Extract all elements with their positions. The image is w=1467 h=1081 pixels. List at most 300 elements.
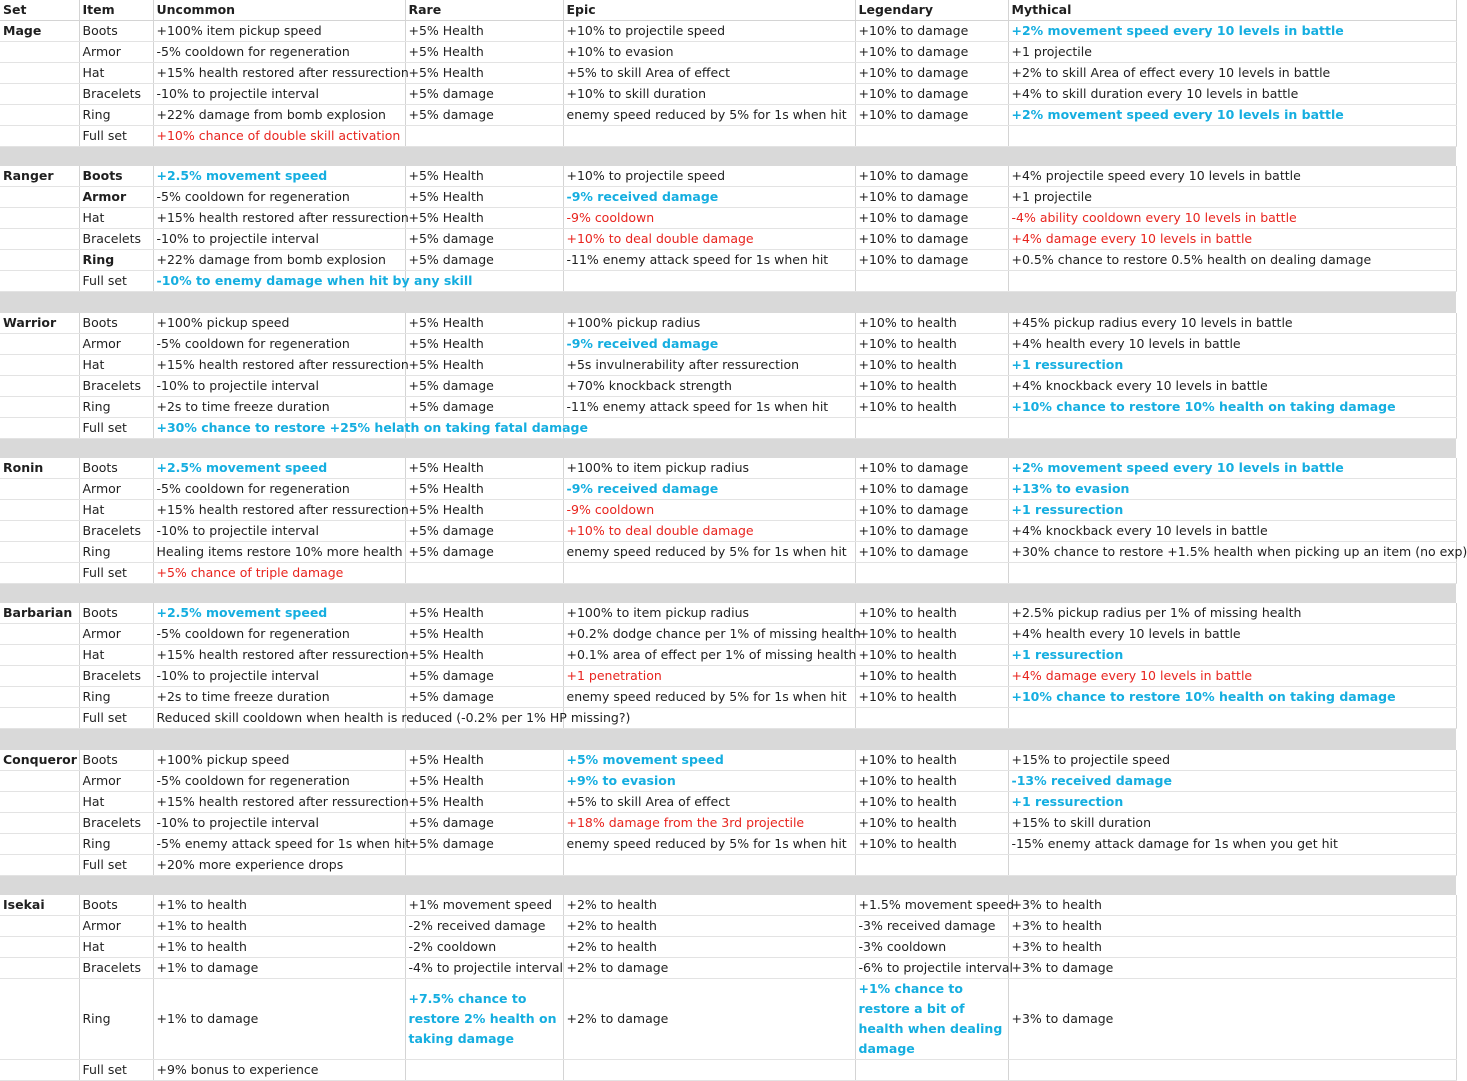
epic-cell: enemy speed reduced by 5% for 1s when hit xyxy=(563,542,855,563)
set-name-cell: Mage xyxy=(0,21,79,42)
item-cell: Bracelets xyxy=(79,666,153,687)
item-cell: Ring xyxy=(79,542,153,563)
mythical-cell: +4% damage every 10 levels in battle xyxy=(1008,666,1456,687)
epic-cell: +2% to health xyxy=(563,916,855,937)
mythical-cell xyxy=(1008,126,1456,147)
table-row xyxy=(0,708,1456,729)
divider-cell xyxy=(0,147,79,167)
item-cell: Ring xyxy=(79,834,153,855)
set-name-cell xyxy=(0,187,79,208)
item-cell: Hat xyxy=(79,355,153,376)
epic-cell: +10% to evasion xyxy=(563,42,855,63)
rare-cell: +5% Health xyxy=(405,750,563,771)
item-cell: Hat xyxy=(79,500,153,521)
legendary-cell xyxy=(855,708,1008,729)
table-row xyxy=(0,500,1456,521)
legendary-cell: +10% to health xyxy=(855,603,1008,624)
mythical-cell xyxy=(1008,563,1456,584)
epic-cell: +0.1% area of effect per 1% of missing health xyxy=(563,645,855,666)
legendary-cell: -6% to projectile interval xyxy=(855,958,1008,979)
set-name-cell xyxy=(0,666,79,687)
table-row xyxy=(0,624,1456,645)
set-name-cell xyxy=(0,63,79,84)
table-row xyxy=(0,313,1456,334)
item-cell: Boots xyxy=(79,21,153,42)
header-row xyxy=(0,0,1456,21)
legendary-cell: +10% to health xyxy=(855,771,1008,792)
legendary-cell: +10% to health xyxy=(855,334,1008,355)
divider-cell xyxy=(79,147,153,167)
uncommon-cell: +100% pickup speed xyxy=(153,313,405,334)
legendary-cell xyxy=(855,1060,1008,1081)
divider-cell xyxy=(153,584,405,604)
uncommon-cell: -5% enemy attack speed for 1s when hit xyxy=(153,834,405,855)
table-row xyxy=(0,1060,1456,1081)
set-name-cell xyxy=(0,1060,79,1081)
epic-cell: +10% to deal double damage xyxy=(563,229,855,250)
legendary-cell: +10% to damage xyxy=(855,42,1008,63)
uncommon-cell: +15% health restored after ressurection xyxy=(153,792,405,813)
mythical-cell: +4% projectile speed every 10 levels in battle xyxy=(1008,166,1456,187)
header-uncommon: Uncommon xyxy=(153,0,405,21)
set-name-cell xyxy=(0,250,79,271)
epic-cell: -11% enemy attack speed for 1s when hit xyxy=(563,250,855,271)
header-set: Set xyxy=(0,0,79,21)
uncommon-cell: -5% cooldown for regeneration xyxy=(153,187,405,208)
set-name-cell xyxy=(0,771,79,792)
item-cell: Ring xyxy=(79,250,153,271)
set-name-cell xyxy=(0,979,79,1060)
divider-cell xyxy=(1008,147,1456,167)
rare-cell: +7.5% chance to restore 2% health on taking damage xyxy=(405,979,563,1060)
epic-cell: +70% knockback strength xyxy=(563,376,855,397)
uncommon-cell: +1% to damage xyxy=(153,958,405,979)
uncommon-cell: +100% item pickup speed xyxy=(153,21,405,42)
mythical-cell: +2% movement speed every 10 levels in battle xyxy=(1008,458,1456,479)
item-cell: Hat xyxy=(79,937,153,958)
mythical-cell: -13% received damage xyxy=(1008,771,1456,792)
mythical-cell xyxy=(1008,418,1456,439)
epic-cell: +2% to health xyxy=(563,895,855,916)
epic-cell: enemy speed reduced by 5% for 1s when hit xyxy=(563,834,855,855)
table-row xyxy=(0,542,1456,563)
divider-cell xyxy=(153,147,405,167)
mythical-cell: +4% health every 10 levels in battle xyxy=(1008,334,1456,355)
set-divider xyxy=(0,876,1456,896)
legendary-cell xyxy=(855,271,1008,292)
legendary-cell: +10% to health xyxy=(855,666,1008,687)
table-row xyxy=(0,458,1456,479)
set-name-cell xyxy=(0,792,79,813)
mythical-cell: -4% ability cooldown every 10 levels in battle xyxy=(1008,208,1456,229)
uncommon-cell: +2.5% movement speed xyxy=(153,603,405,624)
item-cell: Full set xyxy=(79,708,153,729)
mythical-cell: +4% health every 10 levels in battle xyxy=(1008,624,1456,645)
item-cell: Boots xyxy=(79,895,153,916)
rare-cell: +5% damage xyxy=(405,84,563,105)
table-row xyxy=(0,792,1456,813)
legendary-cell: +10% to damage xyxy=(855,250,1008,271)
set-name-cell xyxy=(0,542,79,563)
item-cell: Hat xyxy=(79,208,153,229)
mythical-cell: -15% enemy attack damage for 1s when you get hit xyxy=(1008,834,1456,855)
item-cell: Ring xyxy=(79,105,153,126)
mythical-cell: +3% to health xyxy=(1008,937,1456,958)
legendary-cell: +10% to damage xyxy=(855,208,1008,229)
mythical-cell: +13% to evasion xyxy=(1008,479,1456,500)
uncommon-cell: -5% cooldown for regeneration xyxy=(153,334,405,355)
mythical-cell: +1 ressurection xyxy=(1008,355,1456,376)
table-row xyxy=(0,21,1456,42)
uncommon-cell: -5% cooldown for regeneration xyxy=(153,624,405,645)
rare-cell: +5% Health xyxy=(405,63,563,84)
legendary-cell: +10% to health xyxy=(855,624,1008,645)
legendary-cell: +10% to damage xyxy=(855,500,1008,521)
item-cell: Boots xyxy=(79,603,153,624)
item-cell: Armor xyxy=(79,916,153,937)
divider-cell xyxy=(855,292,1008,314)
uncommon-cell: -10% to projectile interval xyxy=(153,376,405,397)
epic-cell: +100% to item pickup radius xyxy=(563,458,855,479)
set-name-cell xyxy=(0,855,79,876)
rare-cell xyxy=(405,1060,563,1081)
set-name-cell: Barbarian xyxy=(0,603,79,624)
rare-cell: +5% Health xyxy=(405,208,563,229)
epic-cell xyxy=(563,126,855,147)
set-name-cell: Warrior xyxy=(0,313,79,334)
header-epic: Epic xyxy=(563,0,855,21)
uncommon-cell: +15% health restored after ressurection xyxy=(153,63,405,84)
legendary-cell xyxy=(855,855,1008,876)
item-cell: Hat xyxy=(79,645,153,666)
set-name-cell xyxy=(0,208,79,229)
uncommon-cell: +1% to health xyxy=(153,916,405,937)
rare-cell: +5% Health xyxy=(405,334,563,355)
legendary-cell: -3% received damage xyxy=(855,916,1008,937)
epic-cell: +2% to damage xyxy=(563,958,855,979)
epic-cell: +5s invulnerability after ressurection xyxy=(563,355,855,376)
uncommon-cell: +2s to time freeze duration xyxy=(153,687,405,708)
table-row xyxy=(0,355,1456,376)
legendary-cell xyxy=(855,126,1008,147)
mythical-cell xyxy=(1008,1060,1456,1081)
mythical-cell: +4% to skill duration every 10 levels in battle xyxy=(1008,84,1456,105)
set-name-cell xyxy=(0,397,79,418)
mythical-cell: +2% movement speed every 10 levels in battle xyxy=(1008,21,1456,42)
legendary-cell: +10% to damage xyxy=(855,458,1008,479)
uncommon-cell: +22% damage from bomb explosion xyxy=(153,250,405,271)
mythical-cell: +1 ressurection xyxy=(1008,792,1456,813)
set-name-cell xyxy=(0,624,79,645)
epic-cell: +1 penetration xyxy=(563,666,855,687)
rare-cell: +5% Health xyxy=(405,624,563,645)
mythical-cell: +4% damage every 10 levels in battle xyxy=(1008,229,1456,250)
table-row xyxy=(0,63,1456,84)
mythical-cell xyxy=(1008,708,1456,729)
table-row xyxy=(0,958,1456,979)
divider-cell xyxy=(0,729,79,751)
rare-cell xyxy=(405,563,563,584)
set-name-cell xyxy=(0,418,79,439)
rare-cell xyxy=(405,126,563,147)
table-row xyxy=(0,418,1456,439)
set-name-cell: Ronin xyxy=(0,458,79,479)
table-row xyxy=(0,834,1456,855)
divider-cell xyxy=(1008,584,1456,604)
divider-cell xyxy=(563,729,855,751)
table-row xyxy=(0,126,1456,147)
set-name-cell xyxy=(0,84,79,105)
legendary-cell: +10% to damage xyxy=(855,187,1008,208)
table-row xyxy=(0,334,1456,355)
epic-cell: +5% to skill Area of effect xyxy=(563,63,855,84)
set-name-cell xyxy=(0,229,79,250)
divider-cell xyxy=(79,439,153,459)
legendary-cell: +10% to damage xyxy=(855,63,1008,84)
divider-cell xyxy=(79,729,153,751)
mythical-cell xyxy=(1008,855,1456,876)
set-name-cell xyxy=(0,958,79,979)
uncommon-cell: +30% chance to restore +25% helath on taking fatal damage xyxy=(153,418,405,439)
set-name-cell: Conqueror xyxy=(0,750,79,771)
item-cell: Armor xyxy=(79,187,153,208)
mythical-cell: +3% to health xyxy=(1008,916,1456,937)
mythical-cell: +2% movement speed every 10 levels in battle xyxy=(1008,105,1456,126)
epic-cell: -9% cooldown xyxy=(563,208,855,229)
set-name-cell xyxy=(0,937,79,958)
uncommon-cell: +22% damage from bomb explosion xyxy=(153,105,405,126)
table-row xyxy=(0,687,1456,708)
table-row xyxy=(0,979,1456,1060)
divider-cell xyxy=(405,729,563,751)
legendary-cell: +1.5% movement speed xyxy=(855,895,1008,916)
rare-cell: +5% damage xyxy=(405,229,563,250)
item-cell: Armor xyxy=(79,771,153,792)
divider-cell xyxy=(79,292,153,314)
divider-cell xyxy=(0,584,79,604)
legendary-cell: +10% to damage xyxy=(855,229,1008,250)
epic-cell xyxy=(563,418,855,439)
item-cell: Bracelets xyxy=(79,84,153,105)
mythical-cell xyxy=(1008,271,1456,292)
divider-cell xyxy=(563,292,855,314)
divider-cell xyxy=(153,729,405,751)
divider-cell xyxy=(563,584,855,604)
rare-cell xyxy=(405,855,563,876)
epic-cell: -11% enemy attack speed for 1s when hit xyxy=(563,397,855,418)
item-cell: Full set xyxy=(79,1060,153,1081)
header-legendary: Legendary xyxy=(855,0,1008,21)
mythical-cell: +15% to projectile speed xyxy=(1008,750,1456,771)
set-name-cell xyxy=(0,376,79,397)
rare-cell: +5% damage xyxy=(405,521,563,542)
set-name-cell xyxy=(0,126,79,147)
item-cell: Full set xyxy=(79,855,153,876)
legendary-cell: +10% to damage xyxy=(855,542,1008,563)
table-row xyxy=(0,229,1456,250)
legendary-cell: +10% to damage xyxy=(855,105,1008,126)
rare-cell: +5% damage xyxy=(405,687,563,708)
table-row xyxy=(0,42,1456,63)
epic-cell: +0.2% dodge chance per 1% of missing health xyxy=(563,624,855,645)
epic-cell: +10% to projectile speed xyxy=(563,166,855,187)
item-cell: Hat xyxy=(79,63,153,84)
set-name-cell xyxy=(0,813,79,834)
item-cell: Bracelets xyxy=(79,521,153,542)
divider-cell xyxy=(563,876,855,896)
item-cell: Hat xyxy=(79,792,153,813)
table-row xyxy=(0,271,1456,292)
legendary-cell: +10% to health xyxy=(855,750,1008,771)
epic-cell: +2% to health xyxy=(563,937,855,958)
legendary-cell: +10% to health xyxy=(855,355,1008,376)
mythical-cell: +1 projectile xyxy=(1008,187,1456,208)
mythical-cell: +1 ressurection xyxy=(1008,645,1456,666)
legendary-cell: -3% cooldown xyxy=(855,937,1008,958)
item-cell: Ring xyxy=(79,397,153,418)
set-name-cell xyxy=(0,563,79,584)
uncommon-cell: +5% chance of triple damage xyxy=(153,563,405,584)
table-row xyxy=(0,750,1456,771)
rare-cell: +5% Health xyxy=(405,792,563,813)
table-row xyxy=(0,937,1456,958)
uncommon-cell: Reduced skill cooldown when health is reduced (-0.2% per 1% HP missing?) xyxy=(153,708,405,729)
item-cell: Bracelets xyxy=(79,229,153,250)
legendary-cell: +10% to health xyxy=(855,376,1008,397)
set-name-cell xyxy=(0,645,79,666)
rare-cell: +5% Health xyxy=(405,187,563,208)
rare-cell: +5% damage xyxy=(405,666,563,687)
item-cell: Full set xyxy=(79,271,153,292)
rare-cell: +5% Health xyxy=(405,603,563,624)
mythical-cell: +3% to damage xyxy=(1008,958,1456,979)
set-divider xyxy=(0,584,1456,604)
rare-cell: +5% damage xyxy=(405,376,563,397)
divider-cell xyxy=(79,584,153,604)
legendary-cell: +10% to health xyxy=(855,834,1008,855)
item-cell: Armor xyxy=(79,624,153,645)
table-row xyxy=(0,855,1456,876)
table-row xyxy=(0,895,1456,916)
table-body xyxy=(0,21,1467,1081)
divider-cell xyxy=(1008,876,1456,896)
divider-cell xyxy=(79,876,153,896)
item-cell: Bracelets xyxy=(79,958,153,979)
epic-cell: -9% received damage xyxy=(563,479,855,500)
uncommon-cell: -5% cooldown for regeneration xyxy=(153,42,405,63)
rare-cell: +5% Health xyxy=(405,42,563,63)
uncommon-cell: +15% health restored after ressurection xyxy=(153,208,405,229)
header-item: Item xyxy=(79,0,153,21)
divider-cell xyxy=(153,439,405,459)
table-row xyxy=(0,208,1456,229)
divider-cell xyxy=(855,147,1008,167)
mythical-cell: +3% to health xyxy=(1008,895,1456,916)
uncommon-cell: -10% to projectile interval xyxy=(153,813,405,834)
uncommon-cell: -10% to enemy damage when hit by any skill xyxy=(153,271,405,292)
epic-cell: +10% to projectile speed xyxy=(563,21,855,42)
epic-cell: enemy speed reduced by 5% for 1s when hit xyxy=(563,105,855,126)
rare-cell: +5% damage xyxy=(405,834,563,855)
mythical-cell: +4% knockback every 10 levels in battle xyxy=(1008,521,1456,542)
set-name-cell xyxy=(0,334,79,355)
legendary-cell: +1% chance to restore a bit of health when dealing damage xyxy=(855,979,1008,1060)
uncommon-cell: +9% bonus to experience xyxy=(153,1060,405,1081)
item-cell: Full set xyxy=(79,126,153,147)
set-name-cell xyxy=(0,834,79,855)
set-name-cell xyxy=(0,271,79,292)
mythical-cell: +2.5% pickup radius per 1% of missing health xyxy=(1008,603,1456,624)
legendary-cell: +10% to damage xyxy=(855,521,1008,542)
table-row xyxy=(0,563,1456,584)
table-row xyxy=(0,916,1456,937)
mythical-cell: +2% to skill Area of effect every 10 levels in battle xyxy=(1008,63,1456,84)
uncommon-cell: -5% cooldown for regeneration xyxy=(153,479,405,500)
set-name-cell xyxy=(0,521,79,542)
rare-cell: +5% Health xyxy=(405,479,563,500)
divider-cell xyxy=(855,584,1008,604)
epic-cell: -9% received damage xyxy=(563,187,855,208)
divider-cell xyxy=(563,439,855,459)
rare-cell: +5% damage xyxy=(405,813,563,834)
mythical-cell: +10% chance to restore 10% health on taking damage xyxy=(1008,687,1456,708)
rare-cell: +5% damage xyxy=(405,542,563,563)
table-row xyxy=(0,479,1456,500)
set-divider xyxy=(0,147,1456,167)
rare-cell: +5% Health xyxy=(405,500,563,521)
legendary-cell: +10% to damage xyxy=(855,21,1008,42)
set-divider xyxy=(0,729,1456,751)
uncommon-cell: -10% to projectile interval xyxy=(153,229,405,250)
epic-cell xyxy=(563,271,855,292)
set-name-cell xyxy=(0,708,79,729)
set-name-cell xyxy=(0,916,79,937)
epic-cell: -9% received damage xyxy=(563,334,855,355)
divider-cell xyxy=(405,147,563,167)
table-row xyxy=(0,813,1456,834)
item-cell: Ring xyxy=(79,979,153,1060)
epic-cell xyxy=(563,1060,855,1081)
divider-cell xyxy=(405,439,563,459)
mythical-cell: +3% to damage xyxy=(1008,979,1456,1060)
divider-cell xyxy=(405,584,563,604)
set-name-cell xyxy=(0,355,79,376)
divider-cell xyxy=(0,292,79,314)
uncommon-cell: -10% to projectile interval xyxy=(153,666,405,687)
epic-cell: +2% to damage xyxy=(563,979,855,1060)
rare-cell: +5% damage xyxy=(405,250,563,271)
divider-cell xyxy=(153,876,405,896)
item-cell: Boots xyxy=(79,166,153,187)
mythical-cell: +45% pickup radius every 10 levels in battle xyxy=(1008,313,1456,334)
rare-cell: +1% movement speed xyxy=(405,895,563,916)
uncommon-cell: -10% to projectile interval xyxy=(153,521,405,542)
rare-cell: +5% Health xyxy=(405,355,563,376)
item-cell: Bracelets xyxy=(79,376,153,397)
divider-cell xyxy=(855,439,1008,459)
header-rare: Rare xyxy=(405,0,563,21)
uncommon-cell: Healing items restore 10% more health xyxy=(153,542,405,563)
item-cell: Full set xyxy=(79,418,153,439)
divider-cell xyxy=(1008,292,1456,314)
uncommon-cell: +20% more experience drops xyxy=(153,855,405,876)
header-mythical: Mythical xyxy=(1008,0,1456,21)
uncommon-cell: +15% health restored after ressurection xyxy=(153,645,405,666)
divider-cell xyxy=(405,292,563,314)
set-name-cell xyxy=(0,105,79,126)
divider-cell xyxy=(1008,729,1456,751)
item-cell: Armor xyxy=(79,479,153,500)
